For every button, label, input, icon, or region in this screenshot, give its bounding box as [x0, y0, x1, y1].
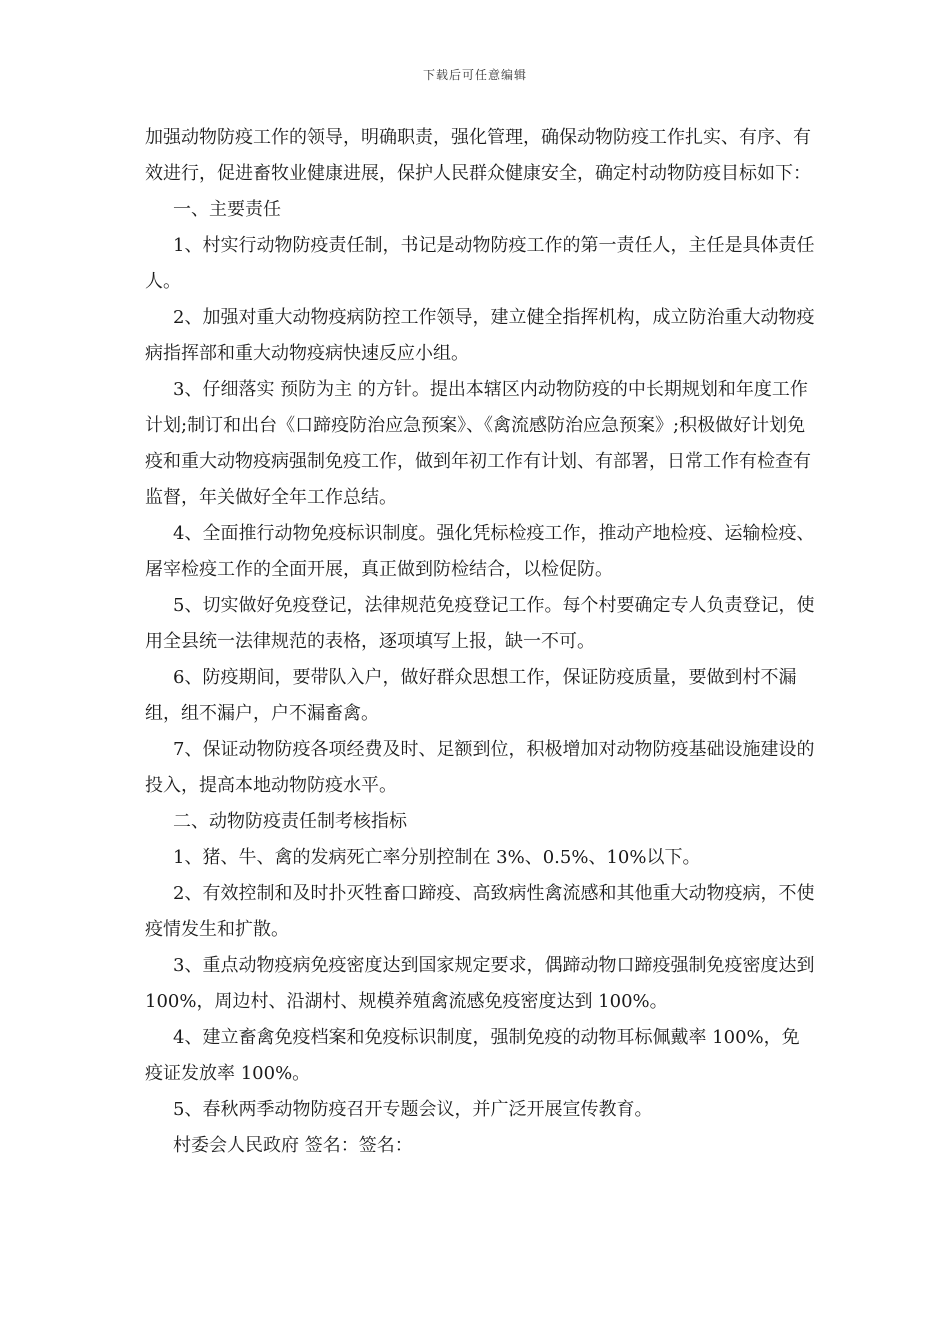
list-item: 5、春秋两季动物防疫召开专题会议，并广泛开展宣传教育。 — [173, 1099, 653, 1120]
list-item: 1、村实行动物防疫责任制，书记是动物防疫工作的第一责任人，主任是具体责任人。 — [145, 235, 815, 292]
section-heading-main-responsibility: 一、主要责任 — [173, 199, 281, 220]
list-item: 4、全面推行动物免疫标识制度。强化凭标检疫工作，推动产地检疫、运输检疫、屠宰检疫工作的全面开展，真正做到防检结合，以检促防。 — [145, 523, 815, 580]
page-header: 下载后可任意编辑 — [422, 68, 527, 82]
list-item: 3、仔细落实 预防为主 的方针。提出本辖区内动物防疫的中长期规划和年度工作计划;制订和出台《口蹄疫防治应急预案》、《禽流感防治应急预案》;积极做好计划免疫和重大动物疫病强制免疫工作，做到年初工作有计划、有部署，日常工作有检查有监督，年关做好全年工作总结。 — [145, 379, 811, 508]
list-item: 4、建立畜禽免疫档案和免疫标识制度，强制免疫的动物耳标佩戴率 100%，免疫证发放率 100%。 — [145, 1027, 800, 1084]
intro-paragraph: 加强动物防疫工作的领导，明确职责，强化管理，确保动物防疫工作扎实、有序、有效进行，促进畜牧业健康进展，保护人民群众健康安全，确定村动物防疫目标如下： — [145, 127, 811, 184]
list-item: 7、保证动物防疫各项经费及时、足额到位，积极增加对动物防疫基础设施建设的投入，提高本地动物防疫水平。 — [145, 739, 815, 796]
list-item: 6、防疫期间，要带队入户，做好群众思想工作，保证防疫质量，要做到村不漏组，组不漏户，户不漏畜禽。 — [145, 667, 797, 724]
signature-line: 村委会人民政府 签名：签名： — [173, 1135, 413, 1156]
list-item: 1、猪、牛、禽的发病死亡率分别控制在 3%、0.5%、10%以下。 — [173, 847, 701, 868]
list-item: 2、有效控制和及时扑灭牲畜口蹄疫、高致病性禽流感和其他重大动物疫病，不使疫情发生和扩散。 — [145, 883, 815, 940]
section-heading-assessment-indicators: 二、动物防疫责任制考核指标 — [173, 811, 407, 832]
list-item: 2、加强对重大动物疫病防控工作领导，建立健全指挥机构，成立防治重大动物疫病指挥部和重大动物疫病快速反应小组。 — [145, 307, 815, 364]
list-item: 5、切实做好免疫登记，法律规范免疫登记工作。每个村要确定专人负责登记，使用全县统一法律规范的表格，逐项填写上报，缺一不可。 — [145, 595, 815, 652]
document-body — [145, 120, 815, 1164]
list-item: 3、重点动物疫病免疫密度达到国家规定要求，偶蹄动物口蹄疫强制免疫密度达到 100%，周边村、沿湖村、规模养殖禽流感免疫密度达到 100%。 — [145, 955, 815, 1012]
